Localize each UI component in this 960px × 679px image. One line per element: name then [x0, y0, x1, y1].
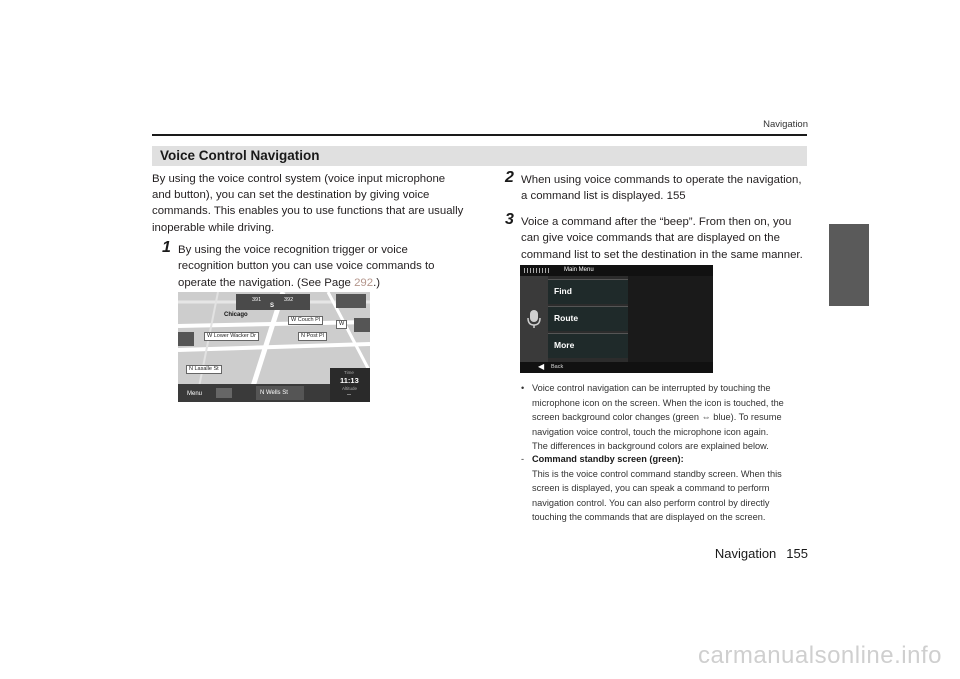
signal-level-icon: [524, 268, 550, 273]
note-bullet-text: [532, 381, 784, 454]
intro-line: inoperable while driving.: [152, 221, 275, 234]
altitude-value: --: [347, 392, 351, 398]
footer-section: Navigation: [714, 546, 777, 561]
back-arrow-icon[interactable]: ◀: [538, 362, 545, 371]
street-label: N Post Pl: [298, 332, 327, 341]
note-line: The differences in background colors are explained below.: [532, 441, 769, 451]
watermark: carmanualsonline.info: [698, 642, 942, 669]
section-title-bar: [152, 146, 807, 166]
time-label: Time: [344, 370, 354, 375]
step-1-line: recognition button you can use voice commands to: [178, 260, 435, 273]
voice-control-screenshot: [520, 265, 713, 373]
subnote-line: touching the commands that are displayed on the screen.: [532, 512, 766, 522]
note-line: Voice control navigation can be interrupted by touching the: [532, 383, 771, 393]
step-3-line: can give voice commands that are displayed on the: [521, 232, 780, 245]
zoom-icon[interactable]: [178, 332, 194, 346]
route-command-label: Route: [554, 313, 579, 323]
step-2-line: a command list is displayed. 155: [521, 190, 686, 203]
altitude-label: Altitude: [342, 386, 358, 391]
street-label: W: [336, 320, 347, 329]
subnote-line: screen is displayed, you can speak a command to perform: [532, 483, 770, 493]
house-number-right: 392: [284, 297, 294, 303]
find-command-button[interactable]: [548, 279, 628, 304]
page-footer: [715, 546, 808, 561]
voice-title: Main Menu: [564, 267, 594, 273]
current-street: N Wells St: [260, 390, 288, 396]
step-2-text: [521, 172, 802, 205]
grid-menu-icon[interactable]: [336, 294, 366, 308]
step-1-line-pre: operate the navigation. (See Page: [178, 276, 355, 289]
street-label: W Lower Wacker Dr: [204, 332, 259, 341]
note-line: microphone icon on the screen. When the icon is touched, the: [532, 397, 784, 408]
street-label: N Lasalle St: [186, 365, 222, 374]
step-1-number: 1: [162, 239, 171, 256]
intro-line: commands. This enables you to use functions that are usually: [152, 205, 464, 218]
back-button[interactable]: Back: [551, 364, 564, 370]
intro-line: and button), you can set the destination by giving voice: [152, 189, 430, 202]
section-title: Voice Control Navigation: [160, 148, 320, 163]
intro-line: By using the voice control system (voice input microphone: [152, 173, 446, 185]
rotate-icon[interactable]: [354, 318, 370, 332]
microphone-icon[interactable]: [526, 309, 542, 329]
chapter-tab: [829, 224, 869, 306]
more-command-button[interactable]: [548, 333, 628, 358]
header-rule: [152, 134, 807, 136]
route-command-button[interactable]: [548, 306, 628, 331]
step-3-number: 3: [505, 211, 514, 228]
voice-bottom-bar: [520, 362, 713, 373]
step-3-line: Voice a command after the “beep”. From then on, you: [521, 216, 792, 228]
step-2-number: 2: [505, 169, 514, 186]
subnote-text: [532, 452, 782, 525]
house-number-left: 391: [252, 297, 262, 303]
subnote-marker: -: [521, 454, 525, 464]
step-3-line: command list to set the destination in the same manner.: [521, 248, 803, 261]
view-toggle-icon[interactable]: [216, 388, 232, 398]
step-1-line: [178, 275, 434, 291]
find-command-label: Find: [554, 286, 572, 296]
map-screenshot: [178, 292, 370, 402]
subnote-heading: Command standby screen (green):: [532, 454, 684, 464]
subnote-line: navigation control. You can also perform control by directly: [532, 497, 770, 508]
step-1-text: [178, 242, 434, 291]
running-header: Navigation: [763, 119, 808, 130]
menu-button[interactable]: Menu: [187, 391, 203, 397]
compass-heading: S: [270, 303, 275, 309]
step-1-line: By using the voice recognition trigger or voice: [178, 244, 408, 256]
note-line: navigation voice control, touch the microphone icon again.: [532, 426, 769, 437]
note-bullet-marker: •: [521, 383, 525, 393]
voice-right-panel: [628, 276, 713, 362]
note-line: screen background color changes (green ⇔ blue). To resume: [532, 412, 782, 422]
time-value: 11:13: [340, 376, 359, 385]
street-label: W Couch Pl: [288, 316, 323, 325]
page-number: 155: [786, 546, 808, 561]
subnote-line: This is the voice control command standby screen. When this: [532, 468, 782, 479]
step-2-line: When using voice commands to operate the navigation,: [521, 174, 802, 186]
more-command-label: More: [554, 340, 575, 350]
step-1-line-post: .): [373, 276, 381, 289]
city-label: Chicago: [224, 312, 248, 318]
page-ref-link[interactable]: 292: [354, 276, 374, 289]
intro-paragraph: [152, 171, 463, 236]
step-3-text: [521, 214, 803, 263]
